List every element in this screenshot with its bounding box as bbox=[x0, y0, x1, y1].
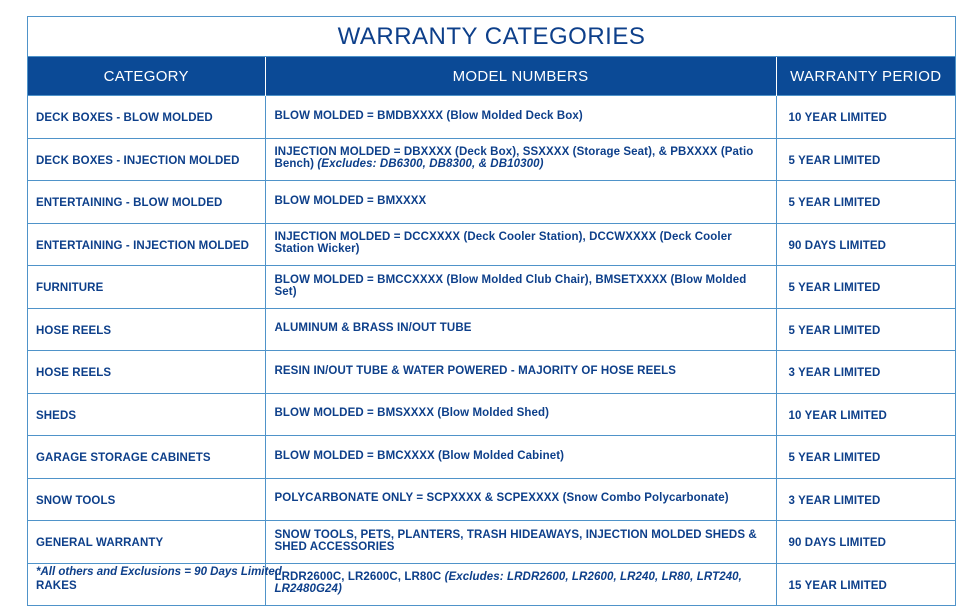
model-numbers-text: BLOW MOLDED = BMSXXXX (Blow Molded Shed) bbox=[274, 407, 550, 420]
model-numbers-cell bbox=[265, 181, 776, 224]
table-body bbox=[28, 96, 955, 606]
category-cell: FURNITURE bbox=[28, 266, 265, 309]
header-category: CATEGORY bbox=[28, 57, 265, 96]
table-row bbox=[28, 138, 955, 181]
model-numbers-cell bbox=[265, 266, 776, 309]
model-numbers-cell bbox=[265, 393, 776, 436]
table-row bbox=[28, 521, 955, 564]
category-cell: SHEDS bbox=[28, 393, 265, 436]
warranty-period-cell: 5 YEAR LIMITED bbox=[776, 181, 955, 224]
warranty-period-cell: 10 YEAR LIMITED bbox=[776, 96, 955, 139]
category-cell: HOSE REELS bbox=[28, 351, 265, 394]
warranty-table bbox=[28, 57, 955, 605]
warranty-period-cell: 5 YEAR LIMITED bbox=[776, 436, 955, 479]
model-numbers-text: BLOW MOLDED = BMXXXX bbox=[274, 194, 427, 207]
category-cell: HOSE REELS bbox=[28, 308, 265, 351]
warranty-period-cell: 5 YEAR LIMITED bbox=[776, 266, 955, 309]
category-cell: ENTERTAINING - INJECTION MOLDED bbox=[28, 223, 265, 266]
table-row bbox=[28, 478, 955, 521]
model-numbers-cell bbox=[265, 436, 776, 479]
model-numbers-cell bbox=[265, 96, 776, 139]
warranty-period-cell: 5 YEAR LIMITED bbox=[776, 308, 955, 351]
model-numbers-cell bbox=[265, 351, 776, 394]
model-numbers-cell bbox=[265, 138, 776, 181]
footnote: *All others and Exclusions = 90 Days Limited bbox=[36, 566, 282, 578]
model-numbers-text: SNOW TOOLS, PETS, PLANTERS, TRASH HIDEAWAYS, INJECTION MOLDED SHEDS & SHED ACCESSORIES bbox=[274, 528, 757, 553]
table-row bbox=[28, 308, 955, 351]
table-row bbox=[28, 181, 955, 224]
header-warranty-period: WARRANTY PERIOD bbox=[776, 57, 955, 96]
model-numbers-text: INJECTION MOLDED = DBXXXX (Deck Box), SSXXXX (Storage Seat), & PBXXXX (Patio Bench) bbox=[274, 146, 754, 171]
model-numbers-cell bbox=[265, 308, 776, 351]
warranty-period-cell: 90 DAYS LIMITED bbox=[776, 521, 955, 564]
category-cell: GENERAL WARRANTY bbox=[28, 521, 265, 564]
model-numbers-text: BLOW MOLDED = BMCCXXXX (Blow Molded Club Chair), BMSETXXXX (Blow Molded Set) bbox=[274, 273, 747, 298]
page-title: WARRANTY CATEGORIES bbox=[28, 17, 955, 57]
category-cell: RAKES bbox=[28, 563, 265, 605]
category-cell: ENTERTAINING - BLOW MOLDED bbox=[28, 181, 265, 224]
model-numbers-cell bbox=[265, 563, 776, 605]
model-numbers-text: RESIN IN/OUT TUBE & WATER POWERED - MAJORITY OF HOSE REELS bbox=[274, 364, 677, 377]
table-row bbox=[28, 393, 955, 436]
model-numbers-text: LRDR2600C, LR2600C, LR80C bbox=[274, 571, 442, 584]
category-cell: GARAGE STORAGE CABINETS bbox=[28, 436, 265, 479]
table-row bbox=[28, 96, 955, 139]
model-numbers-cell bbox=[265, 223, 776, 266]
table-row bbox=[28, 223, 955, 266]
warranty-table-frame bbox=[27, 16, 956, 606]
model-numbers-cell bbox=[265, 478, 776, 521]
table-row bbox=[28, 436, 955, 479]
warranty-period-cell: 15 YEAR LIMITED bbox=[776, 563, 955, 605]
model-numbers-text: BLOW MOLDED = BMDBXXXX (Blow Molded Deck Box) bbox=[274, 109, 583, 122]
table-header-row bbox=[28, 57, 955, 96]
warranty-period-cell: 3 YEAR LIMITED bbox=[776, 478, 955, 521]
warranty-period-cell: 90 DAYS LIMITED bbox=[776, 223, 955, 266]
warranty-period-cell: 3 YEAR LIMITED bbox=[776, 351, 955, 394]
model-numbers-text: POLYCARBONATE ONLY = SCPXXXX & SCPEXXXX (Snow Combo Polycarbonate) bbox=[274, 492, 729, 505]
table-row bbox=[28, 266, 955, 309]
model-numbers-text: INJECTION MOLDED = DCCXXXX (Deck Cooler Station), DCCWXXXX (Deck Cooler Station Wicker) bbox=[274, 231, 732, 256]
header-model-numbers: MODEL NUMBERS bbox=[265, 57, 776, 96]
warranty-period-cell: 10 YEAR LIMITED bbox=[776, 393, 955, 436]
model-numbers-text: ALUMINUM & BRASS IN/OUT TUBE bbox=[274, 322, 472, 335]
exclusion-text: (Excludes: DB6300, DB8300, & DB10300) bbox=[317, 158, 544, 171]
warranty-period-cell: 5 YEAR LIMITED bbox=[776, 138, 955, 181]
category-cell: SNOW TOOLS bbox=[28, 478, 265, 521]
category-cell: DECK BOXES - INJECTION MOLDED bbox=[28, 138, 265, 181]
category-cell: DECK BOXES - BLOW MOLDED bbox=[28, 96, 265, 139]
table-row bbox=[28, 351, 955, 394]
exclusion-text: (Excludes: LRDR2600, LR2600, LR240, LR80, LRT240, LR2480G24) bbox=[274, 571, 742, 596]
model-numbers-text: BLOW MOLDED = BMCXXXX (Blow Molded Cabinet) bbox=[274, 449, 565, 462]
model-numbers-cell bbox=[265, 521, 776, 564]
